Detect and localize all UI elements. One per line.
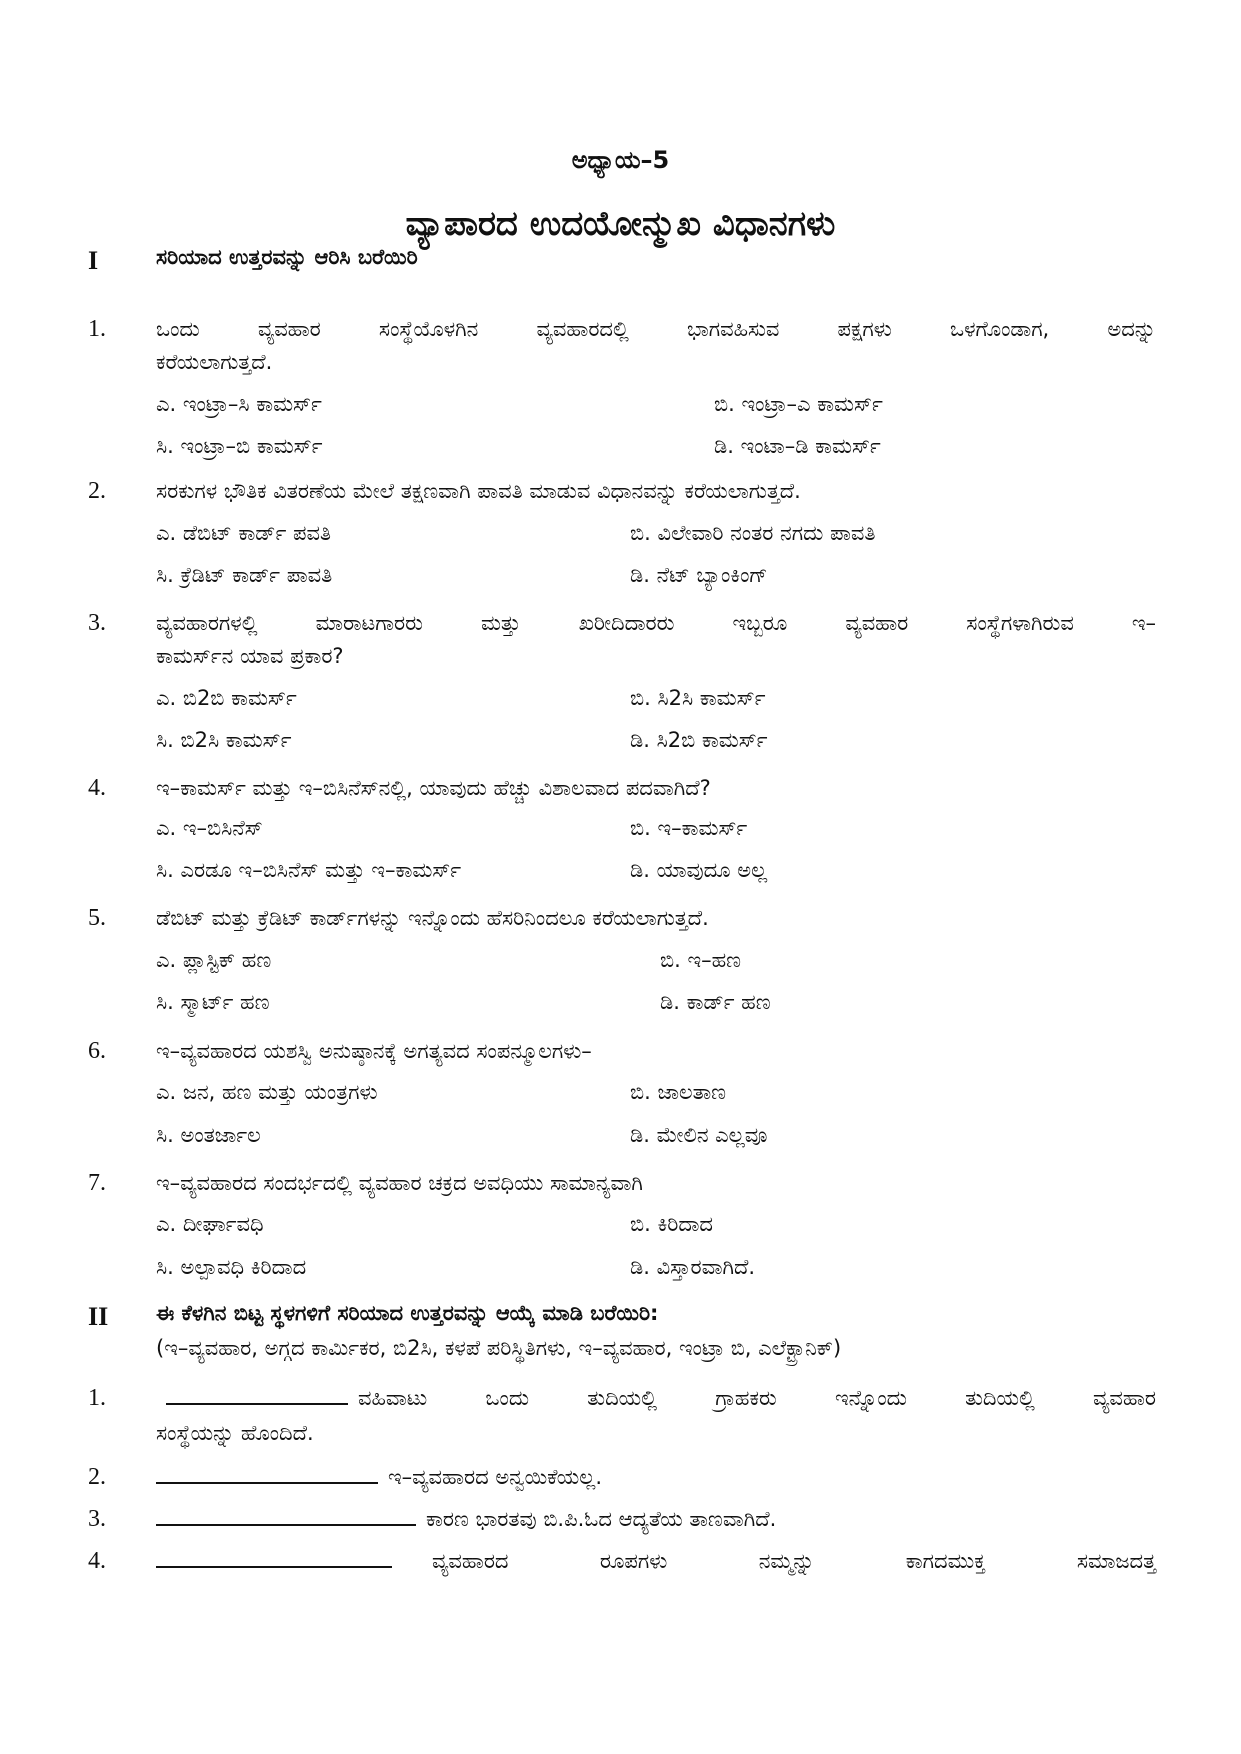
item-text: ವಹಿವಾಟು ಒಂದು ತುದಿಯಲ್ಲಿ ಗ್ರಾಹಕರು ಇನ್ನೊಂದು ತುದಿಯಲ್ಲಿ ವ್ಯವಹಾರ [358,1386,1156,1410]
item-text: ವ್ಯವಹಾರದ ರೂಪಗಳು ನಮ್ಮನ್ನು ಕಾಗದಮುಕ್ತ ಸಮಾಜದತ್ತ [432,1549,1156,1573]
item-text-line: ಸಂಸ್ಥೆಯನ್ನು ಹೊಂದಿದೆ. [156,1421,314,1445]
question-number: 6. [88,1038,106,1064]
fill-line [156,1502,1156,1537]
section-heading: ಈ ಕೆಳಗಿನ ಬಿಟ್ಟ ಸ್ಥಳಗಳಿಗೆ ಸರಿಯಾದ ಉತ್ತರವನ್ನು ಆಯ್ಕೆ ಮಾಡಿ ಬರೆಯಿರಿ: [156,1301,659,1325]
section-heading: ಸರಿಯಾದ ಉತ್ತರವನ್ನು ಆರಿಸಿ ಬರೆಯಿರಿ [156,245,418,269]
option-a: ಎ. ಬಿ2ಬಿ ಕಾಮರ್ಸ್ [156,686,297,710]
question-number: 2. [88,478,106,504]
question-text-line: ಇ–ವ್ಯವಹಾರದ ಸಂದರ್ಭದಲ್ಲಿ ವ್ಯವಹಾರ ಚಕ್ರದ ಅವಧಿಯು ಸಾಮಾನ್ಯವಾಗಿ [156,1171,643,1195]
option-b: ಬಿ. ಜಾಲತಾಣ [630,1080,727,1104]
question-text-line: ಒಂದು ವ್ಯವಹಾರ ಸಂಸ್ಥೆಯೊಳಗಿನ ವ್ಯವಹಾರದಲ್ಲಿ ಭಾಗವಹಿಸುವ ಪಕ್ಷಗಳು ಒಳಗೊಂಡಾಗ, ಅದನ್ನು [156,317,1156,341]
item-number: 3. [88,1506,106,1532]
question-number: 7. [88,1170,106,1196]
answer-blank[interactable] [156,1548,392,1568]
item-number: 4. [88,1548,106,1574]
option-d: ಡಿ. ನೆಟ್ ಬ್ಯಾಂಕಿಂಗ್ [630,563,768,587]
option-d: ಡಿ. ಮೇಲಿನ ಎಲ್ಲವೂ [630,1123,768,1147]
section-number: II [88,1302,109,1331]
question-text-line: ಡೆಬಿಟ್ ಮತ್ತು ಕ್ರೆಡಿಟ್ ಕಾರ್ಡ್‌ಗಳನ್ನು ಇನ್ನೊಂದು ಹೆಸರಿನಿಂದಲೂ ಕರೆಯಲಾಗುತ್ತದೆ. [156,906,709,930]
question-text-line: ವ್ಯವಹಾರಗಳಲ್ಲಿ ಮಾರಾಟಗಾರರು ಮತ್ತು ಖರೀದಿದಾರರು ಇಬ್ಬರೂ ವ್ಯವಹಾರ ಸಂಸ್ಥೆಗಳಾಗಿರುವ ಇ– [156,611,1156,635]
option-d: ಡಿ. ಕಾರ್ಡ್ ಹಣ [660,990,771,1014]
option-a: ಎ. ಪ್ಲಾಸ್ಟಿಕ್ ಹಣ [156,948,272,972]
item-text: ಕಾರಣ ಭಾರತವು ಬಿ.ಪಿ.ಓದ ಆದ್ಯತೆಯ ತಾಣವಾಗಿದೆ. [426,1507,777,1531]
option-a: ಎ. ಇಂಟ್ರಾ–ಸಿ ಕಾಮರ್ಸ್ [156,392,322,416]
question-text-line: ಕಾಮರ್ಸ್‌ನ ಯಾವ ಪ್ರಕಾರ? [156,644,344,668]
option-c: ಸಿ. ಸ್ಮಾರ್ಟ್ ಹಣ [156,990,270,1014]
question-text-line: ಇ–ಕಾಮರ್ಸ್ ಮತ್ತು ಇ–ಬಿಸಿನೆಸ್‌ನಲ್ಲಿ, ಯಾವುದು ಹೆಚ್ಚು ವಿಶಾಲವಾದ ಪದವಾಗಿದೆ? [156,776,711,800]
option-b: ಬಿ. ಕಿರಿದಾದ [630,1212,713,1236]
option-b: ಬಿ. ವಿಲೇವಾರಿ ನಂತರ ನಗದು ಪಾವತಿ [630,521,876,545]
question-number: 5. [88,905,106,931]
answer-blank[interactable] [156,1506,416,1526]
question-text-line: ಕರೆಯಲಾಗುತ್ತದೆ. [156,350,273,374]
option-d: ಡಿ. ಯಾವುದೂ ಅಲ್ಲ [630,858,768,882]
option-c: ಸಿ. ಅಂತರ್ಜಾಲ [156,1123,261,1147]
page-title: ವ್ಯಾಪಾರದ ಉದಯೋನ್ಮುಖ ವಿಧಾನಗಳು [405,204,836,244]
option-c: ಸಿ. ಇಂಟ್ರಾ–ಬಿ ಕಾಮರ್ಸ್ [156,434,323,458]
option-b: ಬಿ. ಇಂಟ್ರಾ–ಎ ಕಾಮರ್ಸ್ [714,392,883,416]
option-c: ಸಿ. ಕ್ರೆಡಿಟ್ ಕಾರ್ಡ್ ಪಾವತಿ [156,563,333,587]
section-number: I [88,246,99,275]
answer-blank[interactable] [156,1464,378,1484]
option-b: ಬಿ. ಇ–ಕಾಮರ್ಸ್ [630,816,748,840]
option-c: ಸಿ. ಅಲ್ಪಾವಧಿ ಕಿರಿದಾದ [156,1255,307,1279]
chapter-heading: ಅಧ್ಯಾಯ–5 [571,146,670,174]
item-text: ಇ–ವ್ಯವಹಾರದ ಅನ್ವಯಿಕೆಯಲ್ಲ. [388,1465,603,1489]
option-a: ಎ. ದೀರ್ಘಾವಧಿ [156,1212,264,1236]
option-c: ಸಿ. ಎರಡೂ ಇ–ಬಿಸಿನೆಸ್ ಮತ್ತು ಇ–ಕಾಮರ್ಸ್ [156,858,462,882]
fill-line [156,1460,1156,1495]
option-a: ಎ. ಡೆಬಿಟ್ ಕಾರ್ಡ್ ಪವತಿ [156,521,332,545]
option-d: ಡಿ. ಇಂಟಾ–ಡಿ ಕಾಮರ್ಸ್ [714,434,881,458]
question-number: 3. [88,610,106,636]
fill-line [156,1544,1156,1579]
question-text-line: ಇ–ವ್ಯವಹಾರದ ಯಶಸ್ವಿ ಅನುಷ್ಠಾನಕ್ಕೆ ಅಗತ್ಯವದ ಸಂಪನ್ಮೂಲಗಳು– [156,1039,592,1063]
option-d: ಡಿ. ಸಿ2ಬಿ ಕಾಮರ್ಸ್ [630,728,768,752]
question-text-line: ಸರಕುಗಳ ಭೌತಿಕ ವಿತರಣೆಯ ಮೇಲೆ ತಕ್ಷಣವಾಗಿ ಪಾವತಿ ಮಾಡುವ ವಿಧಾನವನ್ನು ಕರೆಯಲಾಗುತ್ತದೆ. [156,479,801,503]
option-d: ಡಿ. ವಿಸ್ತಾರವಾಗಿದೆ. [630,1255,756,1279]
option-a: ಎ. ಜನ, ಹಣ ಮತ್ತು ಯಂತ್ರಗಳು [156,1080,378,1104]
question-number: 4. [88,775,106,801]
answer-choices: (ಇ–ವ್ಯವಹಾರ, ಅಗ್ಗದ ಕಾರ್ಮಿಕರ, ಬಿ2ಸಿ, ಕಳಪೆ ಪರಿಸ್ಥಿತಿಗಳು, ಇ–ವ್ಯವಹಾರ, ಇಂಟ್ರಾ ಬಿ, ಎಲೆಕ್ಟ್ರಾನಿಕ್) [156,1336,842,1360]
option-c: ಸಿ. ಬಿ2ಸಿ ಕಾಮರ್ಸ್ [156,728,292,752]
item-number: 2. [88,1464,106,1490]
option-b: ಬಿ. ಇ–ಹಣ [660,948,742,972]
option-b: ಬಿ. ಸಿ2ಸಿ ಕಾಮರ್ಸ್ [630,686,766,710]
fill-line [156,1381,1156,1416]
item-number: 1. [88,1385,106,1411]
question-number: 1. [88,316,106,342]
answer-blank[interactable] [166,1385,348,1405]
option-a: ಎ. ಇ–ಬಿಸಿನೆಸ್ [156,816,263,840]
